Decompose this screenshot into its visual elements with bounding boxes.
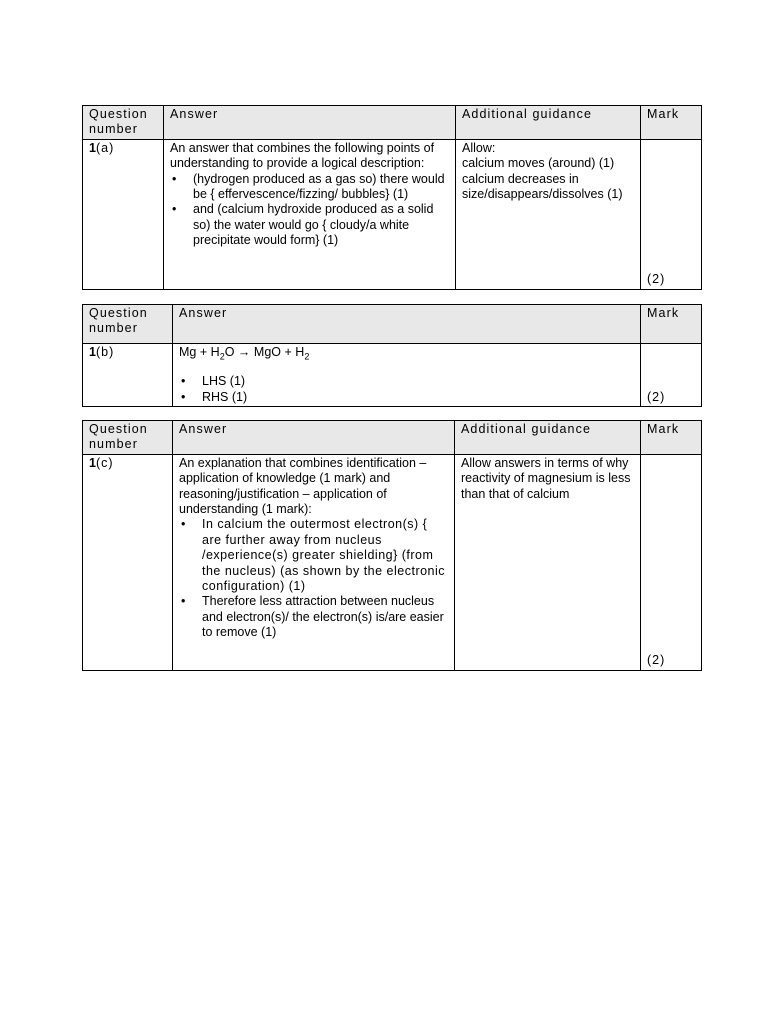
question-number [83,454,173,670]
guidance-line: Allow: [462,140,496,155]
mark-header: Mark [641,305,702,344]
question-part: (c) [95,455,114,470]
question-part: (b) [95,345,115,359]
mark-cell [641,454,702,670]
mark-cell [641,344,702,407]
mark-value: (2) [647,272,666,287]
question-number-header: Question number [83,421,173,455]
answer-cell [173,454,455,670]
mark-value: (2) [647,653,666,668]
answer-point: • and (calcium hydroxide produced as a solid so) the water would go { cloudy/a white precipitate would form} (1) [170,202,449,248]
answer-points [179,374,634,405]
question-number [83,344,173,407]
answer-point: • RHS (1) [179,390,634,405]
answer-header: Answer [164,106,456,140]
mark-cell [641,139,702,289]
eq-plus: + [199,345,208,359]
mark-scheme-table-1c [82,420,702,671]
answer-cell [173,344,641,407]
question-number-value: 1 [89,140,96,155]
answer-intro: An explanation that combines identification – application of knowledge (1 mark) and reasoning/justification – application of understanding (1 mark): [179,455,427,517]
eq-plus: + [284,345,292,359]
answer-cell [164,139,456,289]
eq-mg: Mg [179,345,197,359]
answer-point: • In calcium the outermost electron(s) { are further away from nucleus /experience(s) greater shielding} (from the nucleus) (as shown by the electronic configuration) (1) [179,517,448,594]
mark-scheme-table-1a [82,105,702,290]
mark-scheme-table-1b [82,304,702,407]
eq-o: O [224,345,235,359]
mark-header: Mark [641,421,702,455]
guidance-line: calcium decreases in size/disappears/dissolves (1) [462,171,623,202]
guidance-cell [456,139,641,289]
header-row [83,421,702,455]
eq-mgo: MgO [253,345,281,359]
guidance-cell: Allow answers in terms of why reactivity of magnesium is less than that of calcium [455,454,641,670]
guidance-header: Additional guidance [455,421,641,455]
mark-header: Mark [641,106,702,140]
question-part: (a) [95,140,115,155]
answer-row [83,344,702,407]
eq-hydrogen [295,345,310,362]
answer-points [170,172,449,249]
eq-h-subscript: 2 [219,351,225,362]
guidance-line: calcium moves (around) (1) [462,156,615,171]
answer-point: • LHS (1) [179,374,634,389]
header-row [83,106,702,140]
eq-h2-subscript: 2 [304,351,310,362]
eq-h2: H [295,345,305,359]
header-row [83,305,702,344]
question-number-header: Question number [83,305,173,344]
mark-value: (2) [647,389,666,404]
answer-points [179,517,448,640]
question-number-value: 1 [89,455,96,470]
answer-row [83,454,702,670]
eq-h: H [210,345,220,359]
answer-header: Answer [173,305,641,344]
question-number-value: 1 [89,345,96,359]
answer-intro: An answer that combines the following points of understanding to provide a logical description: [170,140,435,171]
equation [179,345,634,360]
answer-point: • Therefore less attraction between nucleus and electron(s)/ the electron(s) is/are easier to remove (1) [179,594,448,640]
question-number [83,139,164,289]
answer-header: Answer [173,421,455,455]
guidance-header: Additional guidance [456,106,641,140]
answer-point: • (hydrogen produced as a gas so) there would be { effervescence/fizzing/ bubbles} (1) [170,172,449,203]
eq-arrow: → [237,345,251,359]
answer-row [83,139,702,289]
eq-water [210,345,235,362]
question-number-header: Question number [83,106,164,140]
